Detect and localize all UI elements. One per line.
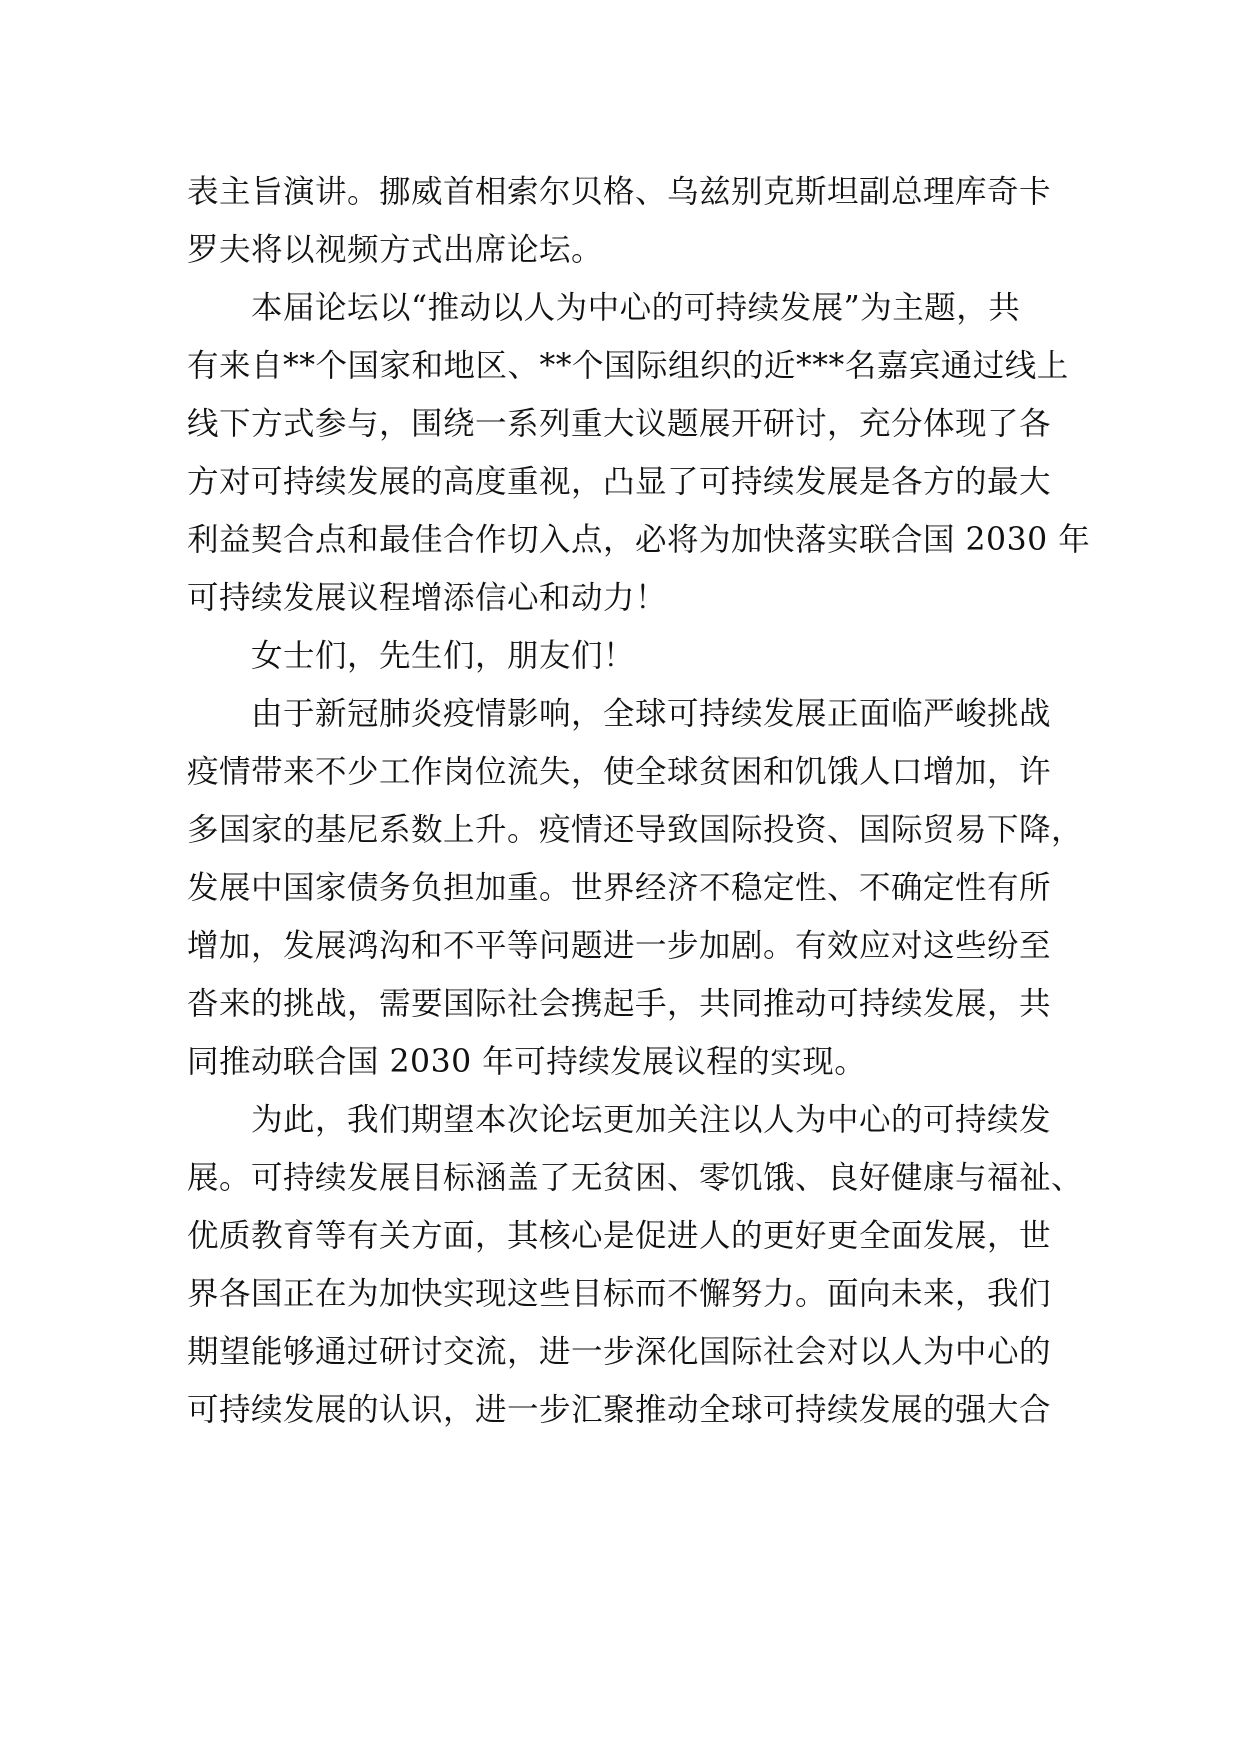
text-line: 同推动联合国 2030 年可持续发展议程的实现。 [187, 1044, 867, 1080]
text-line: 可持续发展的认识，进一步汇聚推动全球可持续发展的强大合 [187, 1392, 1052, 1428]
text-line: 利益契合点和最佳合作切入点，必将为加快落实联合国 2030 年 [187, 522, 1091, 558]
text-line: 有来自**个国家和地区、**个国际组织的近***名嘉宾通过线上 [187, 348, 1069, 384]
text-line: 线下方式参与，围绕一系列重大议题展开研讨，充分体现了各 [187, 406, 1052, 442]
text-line: 罗夫将以视频方式出席论坛。 [187, 232, 604, 268]
text-line: 增加，发展鸿沟和不平等问题进一步加剧。有效应对这些纷至 [187, 928, 1052, 964]
text-line: 可持续发展议程增添信心和动力！ [187, 580, 668, 616]
paragraph-start-line: 为此，我们期望本次论坛更加关注以人为中心的可持续发 [251, 1102, 1052, 1138]
text-line: 多国家的基尼系数上升。疫情还导致国际投资、国际贸易下降， [187, 812, 1084, 848]
text-line: 期望能够通过研讨交流，进一步深化国际社会对以人为中心的 [187, 1334, 1052, 1370]
text-line: 发展中国家债务负担加重。世界经济不稳定性、不确定性有所 [187, 870, 1052, 906]
salutation-line: 女士们，先生们，朋友们！ [251, 638, 636, 674]
paragraph-start-line: 本届论坛以“推动以人为中心的可持续发展”为主题，共 [251, 290, 1021, 326]
text-line: 优质教育等有关方面，其核心是促进人的更好更全面发展，世 [187, 1218, 1052, 1254]
text-line: 界各国正在为加快实现这些目标而不懈努力。面向未来，我们 [187, 1276, 1052, 1312]
text-line: 表主旨演讲。挪威首相索尔贝格、乌兹别克斯坦副总理库奇卡 [187, 174, 1052, 210]
paragraph-start-line: 由于新冠肺炎疫情影响，全球可持续发展正面临严峻挑战 [251, 696, 1052, 732]
text-line: 展。可持续发展目标涵盖了无贫困、零饥饿、良好健康与福祉、 [187, 1160, 1084, 1196]
text-line: 沓来的挑战，需要国际社会携起手，共同推动可持续发展，共 [187, 986, 1052, 1022]
text-line: 疫情带来不少工作岗位流失，使全球贫困和饥饿人口增加，许 [187, 754, 1052, 790]
text-line: 方对可持续发展的高度重视，凸显了可持续发展是各方的最大 [187, 464, 1052, 500]
